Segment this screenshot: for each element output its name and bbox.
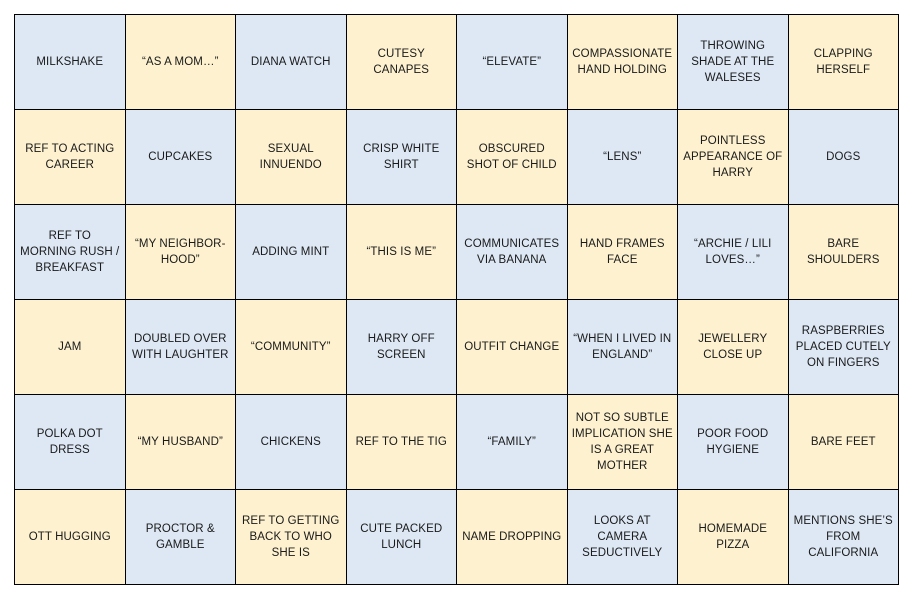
bingo-cell: DOGS — [788, 110, 899, 205]
bingo-cell: JAM — [15, 300, 126, 395]
bingo-cell: CUPCAKES — [125, 110, 236, 205]
bingo-cell: HOMEMADE PIZZA — [678, 490, 789, 585]
bingo-cell: REF TO THE TIG — [346, 395, 457, 490]
bingo-cell: PROCTOR & GAMBLE — [125, 490, 236, 585]
bingo-cell: POLKA DOT DRESS — [15, 395, 126, 490]
bingo-cell: REF TO GETTING BACK TO WHO SHE IS — [236, 490, 347, 585]
bingo-cell: POOR FOOD HYGIENE — [678, 395, 789, 490]
bingo-cell: OTT HUGGING — [15, 490, 126, 585]
bingo-cell: “FAMILY” — [457, 395, 568, 490]
bingo-cell: OBSCURED SHOT OF CHILD — [457, 110, 568, 205]
bingo-row — [15, 110, 899, 205]
bingo-cell: DOUBLED OVER WITH LAUGHTER — [125, 300, 236, 395]
bingo-cell: SEXUAL INNUENDO — [236, 110, 347, 205]
bingo-cell: ADDING MINT — [236, 205, 347, 300]
bingo-cell: COMPASSIONATE HAND HOLDING — [567, 15, 678, 110]
bingo-row — [15, 395, 899, 490]
bingo-cell: “LENS” — [567, 110, 678, 205]
bingo-cell: “MY HUSBAND” — [125, 395, 236, 490]
bingo-cell: “MY NEIGHBOR-HOOD” — [125, 205, 236, 300]
bingo-cell: HAND FRAMES FACE — [567, 205, 678, 300]
bingo-cell: BARE SHOULDERS — [788, 205, 899, 300]
bingo-cell: MILKSHAKE — [15, 15, 126, 110]
bingo-cell: MENTIONS SHE’S FROM CALIFORNIA — [788, 490, 899, 585]
bingo-cell: BARE FEET — [788, 395, 899, 490]
bingo-cell: CLAPPING HERSELF — [788, 15, 899, 110]
bingo-cell: REF TO ACTING CAREER — [15, 110, 126, 205]
bingo-cell: “THIS IS ME” — [346, 205, 457, 300]
bingo-cell: “COMMUNITY” — [236, 300, 347, 395]
bingo-cell: NAME DROPPING — [457, 490, 568, 585]
bingo-cell: RASPBERRIES PLACED CUTELY ON FINGERS — [788, 300, 899, 395]
bingo-cell: “AS A MOM…” — [125, 15, 236, 110]
bingo-cell: POINTLESS APPEARANCE OF HARRY — [678, 110, 789, 205]
bingo-grid — [15, 15, 899, 585]
bingo-cell: CHICKENS — [236, 395, 347, 490]
bingo-cell: OUTFIT CHANGE — [457, 300, 568, 395]
bingo-row — [15, 300, 899, 395]
bingo-cell: DIANA WATCH — [236, 15, 347, 110]
bingo-cell: “ARCHIE / LILI LOVES…” — [678, 205, 789, 300]
bingo-cell: COMMUNICATES VIA BANANA — [457, 205, 568, 300]
bingo-cell: REF TO MORNING RUSH / BREAKFAST — [15, 205, 126, 300]
bingo-cell: HARRY OFF SCREEN — [346, 300, 457, 395]
bingo-cell: CRISP WHITE SHIRT — [346, 110, 457, 205]
bingo-cell: “ELEVATE” — [457, 15, 568, 110]
bingo-row — [15, 15, 899, 110]
bingo-cell: JEWELLERY CLOSE UP — [678, 300, 789, 395]
bingo-cell: “WHEN I LIVED IN ENGLAND” — [567, 300, 678, 395]
bingo-cell: CUTESY CANAPES — [346, 15, 457, 110]
bingo-cell: THROWING SHADE AT THE WALESES — [678, 15, 789, 110]
bingo-cell: LOOKS AT CAMERA SEDUCTIVELY — [567, 490, 678, 585]
bingo-row — [15, 490, 899, 585]
bingo-cell: CUTE PACKED LUNCH — [346, 490, 457, 585]
bingo-row — [15, 205, 899, 300]
bingo-cell: NOT SO SUBTLE IMPLICATION SHE IS A GREAT MOTHER — [567, 395, 678, 490]
bingo-board — [14, 14, 899, 585]
